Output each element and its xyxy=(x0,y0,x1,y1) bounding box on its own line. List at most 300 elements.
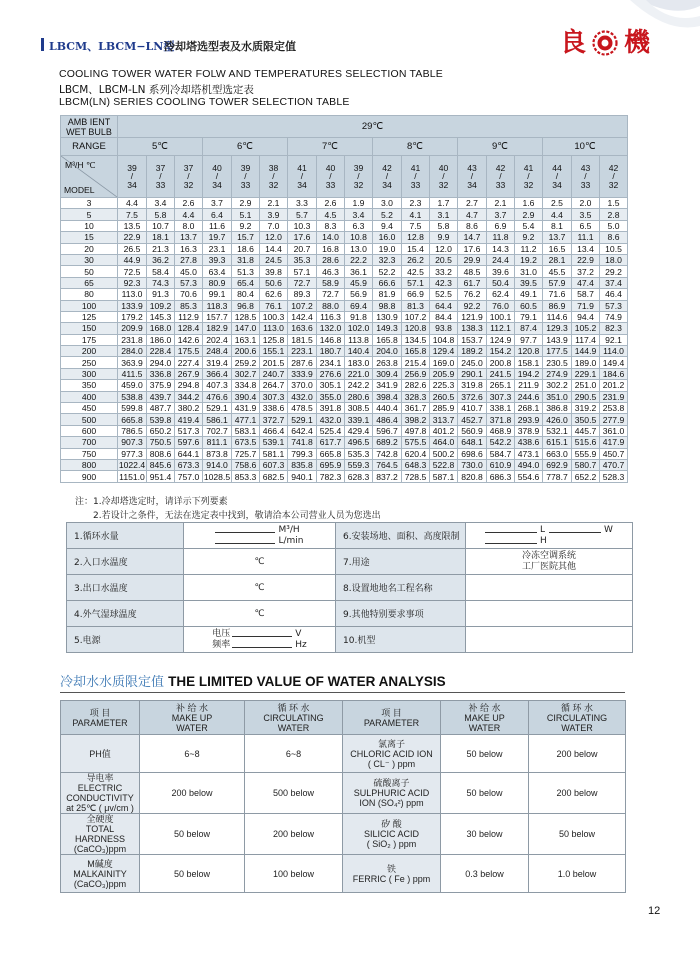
flow-cell: 5.7 xyxy=(288,209,317,220)
slash-glyph: / xyxy=(385,171,389,182)
flow-cell: 539.8 xyxy=(147,414,175,425)
flow-cell: 371.8 xyxy=(487,414,515,425)
flow-cell: 104.8 xyxy=(430,334,458,345)
outlet-temp: 33 xyxy=(410,179,421,190)
inlet-temp: 42 xyxy=(382,162,392,173)
flow-cell: 8.3 xyxy=(317,220,345,231)
flow-cell: 16.5 xyxy=(543,243,572,254)
circulating-value: 200 below xyxy=(245,814,343,855)
param-header-cn: 项 目 xyxy=(89,707,111,718)
flow-cell: 411.5 xyxy=(118,368,147,379)
usage-option[interactable]: 冷冻空调系统 xyxy=(521,550,576,561)
flow-cell: 140.4 xyxy=(345,346,373,357)
flow-cell: 617.7 xyxy=(317,437,345,448)
form-field-wet-bulb[interactable] xyxy=(184,601,336,627)
flow-cell: 293.9 xyxy=(515,414,543,425)
table-row xyxy=(61,414,628,425)
flow-cell: 114.6 xyxy=(543,311,572,322)
flow-cell: 74.9 xyxy=(600,311,628,322)
flow-cell: 873.8 xyxy=(203,448,232,459)
inlet-temp: 40 xyxy=(325,162,336,173)
flow-cell: 81.9 xyxy=(373,289,402,300)
flow-cell: 129.3 xyxy=(543,323,572,334)
makeup-header-cn: 补 给 水 xyxy=(175,702,208,713)
flow-cell: 17.6 xyxy=(458,243,487,254)
frequency-unit: Hz xyxy=(295,639,307,650)
table-row xyxy=(61,323,628,334)
flow-cell: 3.9 xyxy=(260,209,288,220)
flow-cell: 730.0 xyxy=(458,459,487,470)
flow-cell: 1.7 xyxy=(430,198,458,209)
flow-cell: 309.4 xyxy=(373,368,402,379)
flow-cell: 16.0 xyxy=(373,232,402,243)
form-label-project: 8.设置地地名工程名称 xyxy=(336,575,466,601)
flow-cell: 113.0 xyxy=(260,323,288,334)
model-cell: 175 xyxy=(61,334,118,345)
flow-cell: 60.5 xyxy=(515,300,543,311)
param-header-en: PARAMETER xyxy=(72,717,128,728)
flow-cell: 189.2 xyxy=(458,346,487,357)
flow-cell: 169.0 xyxy=(430,357,458,368)
flow-cell: 180.7 xyxy=(317,346,345,357)
flow-cell: 750.5 xyxy=(147,437,175,448)
flow-cell: 231.9 xyxy=(600,391,628,402)
flow-cell: 820.8 xyxy=(458,471,487,482)
flow-cell: 274.9 xyxy=(543,368,572,379)
slash-glyph: / xyxy=(612,171,615,182)
form-field-inlet[interactable] xyxy=(184,549,336,575)
flow-cell: 642.4 xyxy=(288,425,317,436)
flow-cell: 3.0 xyxy=(373,198,402,209)
flow-cell: 366.4 xyxy=(203,368,232,379)
flow-cell: 35.3 xyxy=(288,254,317,265)
flow-cell: 2.7 xyxy=(458,198,487,209)
parameter-line: 硫酸离子 xyxy=(373,778,410,788)
flow-cell: 398.4 xyxy=(373,391,402,402)
flow-cell: 372.6 xyxy=(458,391,487,402)
table-row xyxy=(61,311,628,322)
site-blank[interactable] xyxy=(485,536,537,544)
flow-blank[interactable] xyxy=(215,525,275,533)
flow-cell: 155.1 xyxy=(260,346,288,357)
flow-cell: 305.1 xyxy=(317,380,345,391)
flow-cell: 85.3 xyxy=(175,300,203,311)
flow-cell: 177.5 xyxy=(543,346,572,357)
flow-cell: 149.4 xyxy=(600,357,628,368)
flow-cell: 853.3 xyxy=(232,471,260,482)
slash-glyph: / xyxy=(215,171,219,182)
flow-cell: 81.3 xyxy=(402,300,430,311)
flow-cell: 277.9 xyxy=(600,414,628,425)
flow-cell: 42.5 xyxy=(402,266,430,277)
flow-cell: 4.4 xyxy=(118,198,147,209)
flow-blank[interactable] xyxy=(215,536,275,544)
model-cell: 800 xyxy=(61,459,118,470)
brand-logo xyxy=(560,28,650,58)
temp-pair-cell xyxy=(147,156,175,198)
site-w: W xyxy=(604,524,613,535)
flow-cell: 46.3 xyxy=(317,266,345,277)
flow-cell: 702.7 xyxy=(203,425,232,436)
flow-cell: 2.9 xyxy=(232,198,260,209)
flow-cell: 143.9 xyxy=(543,334,572,345)
flow-cell: 62.4 xyxy=(487,289,515,300)
flow-cell: 8.6 xyxy=(600,232,628,243)
flow-cell: 597.6 xyxy=(175,437,203,448)
flow-cell: 370.0 xyxy=(288,380,317,391)
flow-cell: 837.2 xyxy=(373,471,402,482)
flow-cell: 778.7 xyxy=(543,471,572,482)
flow-cell: 69.4 xyxy=(345,300,373,311)
parameter-cell xyxy=(61,773,140,814)
flow-cell: 120.8 xyxy=(402,323,430,334)
flow-cell: 29.9 xyxy=(458,254,487,265)
flow-cell: 500.2 xyxy=(430,448,458,459)
flow-cell: 92.2 xyxy=(458,300,487,311)
flow-cell: 66.9 xyxy=(402,289,430,300)
flow-cell: 5.4 xyxy=(515,220,543,231)
flow-cell: 977.3 xyxy=(118,448,147,459)
flow-cell: 12.0 xyxy=(430,243,458,254)
flow-cell: 470.7 xyxy=(600,459,628,470)
temp-pair-cell xyxy=(572,156,600,198)
flow-cell: 351.0 xyxy=(543,391,572,402)
water-title-en: THE LIMITED VALUE OF WATER ANALYSIS xyxy=(168,674,446,689)
flow-cell: 555.9 xyxy=(572,448,600,459)
model-cell: 30 xyxy=(61,254,118,265)
table-row xyxy=(61,243,628,254)
flow-cell: 229.1 xyxy=(572,368,600,379)
form-field-usage[interactable] xyxy=(466,549,633,575)
flow-cell: 9.2 xyxy=(515,232,543,243)
flow-cell: 182.9 xyxy=(203,323,232,334)
flow-cell: 133.9 xyxy=(118,300,147,311)
flow-cell: 31.8 xyxy=(232,254,260,265)
flow-cell: 114.0 xyxy=(600,346,628,357)
flow-cell: 575.5 xyxy=(402,437,430,448)
param-header xyxy=(343,701,441,735)
slash-glyph: / xyxy=(130,171,134,182)
makeup-header-en: MAKE UP xyxy=(171,712,213,723)
flow-cell: 302.2 xyxy=(543,380,572,391)
temp-pair-cell xyxy=(487,156,515,198)
flow-cell: 39.8 xyxy=(260,266,288,277)
flow-cell: 132.0 xyxy=(317,323,345,334)
flow-cell: 665.8 xyxy=(317,448,345,459)
outlet-temp: 33 xyxy=(155,179,166,190)
outlet-temp: 33 xyxy=(495,179,506,190)
flow-cell: 56.9 xyxy=(345,289,373,300)
outlet-temp: 34 xyxy=(212,179,222,190)
inlet-temp: 42 xyxy=(495,162,506,173)
flow-cell: 205.9 xyxy=(430,368,458,379)
flow-cell: 10.5 xyxy=(600,243,628,254)
flow-cell: 580.7 xyxy=(572,459,600,470)
flow-cell: 835.8 xyxy=(288,459,317,470)
model-cell: 900 xyxy=(61,471,118,482)
flow-cell: 128.4 xyxy=(175,323,203,334)
model-cell: 20 xyxy=(61,243,118,254)
brand-char-right: 機 xyxy=(624,28,651,58)
flow-cell: 673.5 xyxy=(232,437,260,448)
model-cell: 125 xyxy=(61,311,118,322)
voltage-blank[interactable] xyxy=(232,629,292,637)
flow-cell: 4.5 xyxy=(317,209,345,220)
frequency-blank[interactable] xyxy=(232,640,292,648)
flow-cell: 118.3 xyxy=(203,300,232,311)
form-label-site: 6.安装场地、面积、高度限制 xyxy=(336,523,466,549)
inlet-temp: 40 xyxy=(438,162,449,173)
parameter-line: TOTAL HARDNESS xyxy=(74,824,125,844)
flow-cell: 4.1 xyxy=(402,209,430,220)
flow-cell: 6.9 xyxy=(487,220,515,231)
flow-cell: 586.1 xyxy=(203,414,232,425)
flow-cell: 2.6 xyxy=(175,198,203,209)
flow-cell: 45.9 xyxy=(345,277,373,288)
flow-cell: 58.9 xyxy=(317,277,345,288)
model-cell: 50 xyxy=(61,266,118,277)
flow-cell: 88.0 xyxy=(317,300,345,311)
selection-table xyxy=(60,115,628,483)
subtitle-english: COOLING TOWER WATER FOLW AND TEMPERATURES SELECTION TABLE xyxy=(59,68,444,80)
flow-cell: 581.1 xyxy=(260,448,288,459)
flow-cell: 276.6 xyxy=(317,368,345,379)
model-cell: 750 xyxy=(61,448,118,459)
flow-cell: 61.7 xyxy=(458,277,487,288)
flow-cell: 230.5 xyxy=(543,357,572,368)
flow-cell: 234.1 xyxy=(317,357,345,368)
flow-cell: 18.1 xyxy=(147,232,175,243)
flow-cell: 417.9 xyxy=(600,437,628,448)
model-cell: 10 xyxy=(61,220,118,231)
flow-cell: 24.5 xyxy=(260,254,288,265)
flow-cell: 391.8 xyxy=(317,403,345,414)
flow-cell: 466.4 xyxy=(260,425,288,436)
flow-cell: 559.3 xyxy=(345,459,373,470)
flow-cell: 21.3 xyxy=(147,243,175,254)
flow-cell: 596.7 xyxy=(373,425,402,436)
form-field-special[interactable] xyxy=(466,601,633,627)
parameter-line: ( CL⁻ ) ppm xyxy=(367,758,416,769)
inlet-unit: ℃ xyxy=(254,556,265,567)
flow-cell: 333.9 xyxy=(288,368,317,379)
outlet-temp: 34 xyxy=(297,179,307,190)
parameter-line: 全硬度 xyxy=(86,814,114,824)
form-label-usage: 7.用途 xyxy=(336,549,466,575)
flow-cell: 105.2 xyxy=(572,323,600,334)
flow-cell: 432.0 xyxy=(288,391,317,402)
form-field-project[interactable] xyxy=(466,575,633,601)
flow-cell: 439.7 xyxy=(147,391,175,402)
flow-cell: 228.4 xyxy=(147,346,175,357)
flow-cell: 76.2 xyxy=(458,289,487,300)
flow-cell: 811.1 xyxy=(203,437,232,448)
table-row xyxy=(61,300,628,311)
flow-cell: 319.8 xyxy=(458,380,487,391)
temp-pair-cell xyxy=(458,156,487,198)
table-row xyxy=(61,289,628,300)
flow-cell: 189.0 xyxy=(572,357,600,368)
header-series: LBCM、LBCM−LN型 xyxy=(49,40,175,53)
flow-cell: 673.3 xyxy=(175,459,203,470)
model-cell: 300 xyxy=(61,368,118,379)
flow-cell: 37.2 xyxy=(572,266,600,277)
flow-cell: 3.4 xyxy=(345,209,373,220)
flow-cell: 522.8 xyxy=(430,459,458,470)
flow-cell: 644.1 xyxy=(175,448,203,459)
note-line-2: 2.若设计之条件，无法在选定表中找到，敬请洽本公司营业人员为您选出 xyxy=(93,511,381,521)
flow-cell: 100.1 xyxy=(487,311,515,322)
flow-cell: 363.9 xyxy=(118,357,147,368)
param-header xyxy=(61,701,140,735)
flow-cell: 96.8 xyxy=(232,300,260,311)
form-field-power[interactable] xyxy=(184,627,336,653)
flow-cell: 695.9 xyxy=(317,459,345,470)
temp-pair-cell xyxy=(232,156,260,198)
flow-cell: 20.7 xyxy=(288,243,317,254)
makeup-value: 30 below xyxy=(441,814,529,855)
outlet-temp: 33 xyxy=(240,179,251,190)
flow-cell: 302.7 xyxy=(232,368,260,379)
flow-cell: 477.1 xyxy=(232,414,260,425)
flow-cell: 3.1 xyxy=(430,209,458,220)
form-label-inlet: 2.入口水温度 xyxy=(67,549,184,575)
table-row xyxy=(61,266,628,277)
flow-cell: 3.7 xyxy=(203,198,232,209)
flow-cell: 245.0 xyxy=(458,357,487,368)
circulating-header-en: WATER xyxy=(277,722,310,733)
flow-cell: 142.6 xyxy=(175,334,203,345)
makeup-header-cn: 补 给 水 xyxy=(468,702,501,713)
flow-cell: 87.4 xyxy=(515,323,543,334)
form-label-model: 10.机型 xyxy=(336,627,466,653)
model-cell: 80 xyxy=(61,289,118,300)
flow-cell: 186.0 xyxy=(147,334,175,345)
form-field-flow[interactable] xyxy=(184,523,336,549)
flow-cell: 97.7 xyxy=(515,334,543,345)
flow-cell: 8.6 xyxy=(458,220,487,231)
flow-cell: 1028.5 xyxy=(203,471,231,482)
flow-cell: 319.4 xyxy=(203,357,232,368)
model-cell: 700 xyxy=(61,437,118,448)
table-row xyxy=(61,391,628,402)
site-blank[interactable] xyxy=(485,525,537,533)
flow-cell: 153.7 xyxy=(458,334,487,345)
form-label-special: 9.其他特别要求事项 xyxy=(336,601,466,627)
parameter-cell xyxy=(343,773,441,814)
flow-cell: 113.0 xyxy=(118,289,147,300)
site-h: H xyxy=(540,535,547,546)
flow-cell: 440.4 xyxy=(373,403,402,414)
flow-cell: 907.3 xyxy=(118,437,147,448)
form-field-model[interactable] xyxy=(466,627,633,653)
flow-cell: 361.0 xyxy=(600,425,628,436)
form-field-site[interactable] xyxy=(466,523,633,549)
inlet-temp: 44 xyxy=(552,162,562,173)
flow-cell: 46.4 xyxy=(600,289,628,300)
temp-unit-text: ℃ xyxy=(86,160,96,170)
flow-cell: 27.8 xyxy=(175,254,203,265)
flow-cell: 16.3 xyxy=(175,243,203,254)
site-dims-row xyxy=(485,525,613,536)
site-blank[interactable] xyxy=(549,525,601,533)
subtitle-chinese: LBCM、LBCM-LN 系列冷却塔机型选定表 xyxy=(59,84,254,96)
header-title: 冷却塔选型表及水质限定值 xyxy=(164,40,296,53)
form-label-wet-bulb: 4.外气湿球温度 xyxy=(67,601,184,627)
slash-glyph: / xyxy=(555,171,559,182)
flow-cell: 264.7 xyxy=(260,380,288,391)
makeup-header xyxy=(441,701,529,735)
flow-cell: 138.3 xyxy=(458,323,487,334)
flow-cell: 263.8 xyxy=(373,357,402,368)
flow-cell: 19.7 xyxy=(203,232,232,243)
table-row xyxy=(61,368,628,379)
flow-cell: 181.5 xyxy=(288,334,317,345)
water-title-cn: 冷却水水质限定值 xyxy=(60,675,165,690)
flow-cell: 107.2 xyxy=(402,311,430,322)
flow-cell: 725.7 xyxy=(232,448,260,459)
inlet-temp: 42 xyxy=(608,162,619,173)
outlet-temp: 32 xyxy=(608,179,619,190)
flow-cell: 39.5 xyxy=(515,277,543,288)
table-row xyxy=(61,403,628,414)
flow-cell: 175.5 xyxy=(175,346,203,357)
flow-cell: 4.4 xyxy=(543,209,572,220)
parameter-line: (CaCO₃)ppm xyxy=(73,844,127,854)
flow-cell: 50.6 xyxy=(260,277,288,288)
flow-unit-b: L/min xyxy=(278,535,304,546)
flow-cell: 72.7 xyxy=(317,289,345,300)
flow-cell: 49.1 xyxy=(515,289,543,300)
flow-cell: 3.5 xyxy=(572,209,600,220)
flow-cell: 72.7 xyxy=(288,277,317,288)
flow-cell: 452.7 xyxy=(458,414,487,425)
flow-cell: 682.5 xyxy=(260,471,288,482)
flow-cell: 476.6 xyxy=(203,391,232,402)
flow-cell: 11.8 xyxy=(487,232,515,243)
flow-cell: 341.9 xyxy=(373,380,402,391)
flow-cell: 227.4 xyxy=(175,357,203,368)
flow-cell: 652.2 xyxy=(572,471,600,482)
parameter-cell xyxy=(61,814,140,855)
form-field-outlet[interactable] xyxy=(184,575,336,601)
flow-cell: 149.3 xyxy=(373,323,402,334)
flow-cell: 628.3 xyxy=(345,471,373,482)
table-row xyxy=(61,459,628,470)
usage-option[interactable]: 工厂医院其他 xyxy=(521,561,576,572)
flow-cell: 64.4 xyxy=(430,300,458,311)
voltage-unit: V xyxy=(295,628,302,639)
parameter-line: ( SiO₂ ) ppm xyxy=(366,839,417,849)
flow-cell: 487.7 xyxy=(147,403,175,414)
flow-cell: 10.7 xyxy=(147,220,175,231)
flow-cell: 112.9 xyxy=(175,311,203,322)
model-cell: 15 xyxy=(61,232,118,243)
model-cell: 5 xyxy=(61,209,118,220)
model-cell: 350 xyxy=(61,380,118,391)
flow-cell: 350.5 xyxy=(572,414,600,425)
flow-cell: 554.6 xyxy=(515,471,543,482)
flow-cell: 5.2 xyxy=(373,209,402,220)
flow-cell: 375.9 xyxy=(147,380,175,391)
wet-bulb-value: 29℃ xyxy=(118,116,628,138)
range-header: 7℃ xyxy=(288,138,373,156)
flow-cell: 201.2 xyxy=(600,380,628,391)
flow-cell: 130.9 xyxy=(373,311,402,322)
flow-cell: 14.4 xyxy=(260,243,288,254)
slash-glyph: / xyxy=(159,171,162,182)
outlet-temp: 32 xyxy=(268,179,279,190)
